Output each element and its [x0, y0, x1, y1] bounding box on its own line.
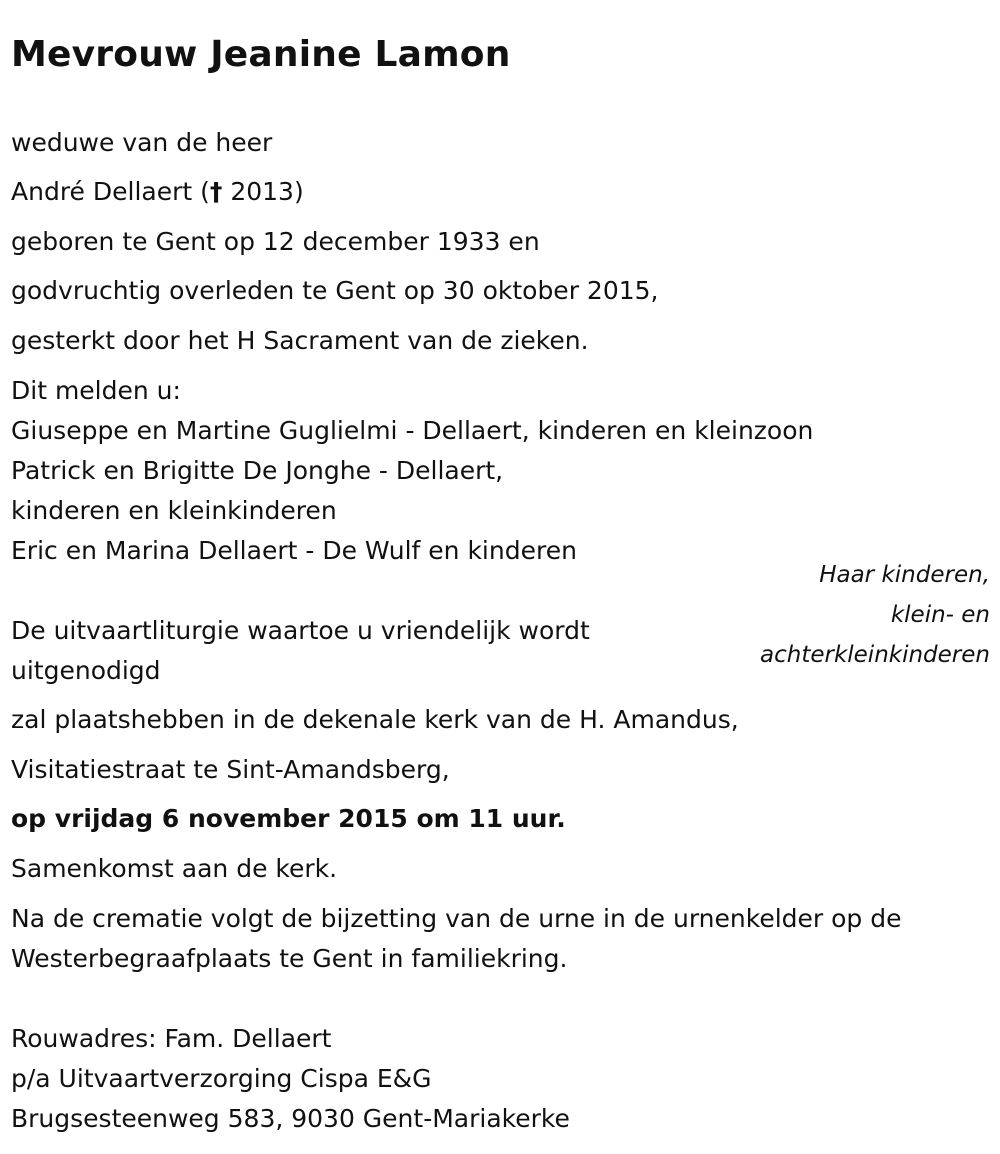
cross-icon: †	[209, 177, 223, 206]
husband-line	[11, 172, 304, 212]
announcer-line: Giuseppe en Martine Guglielmi - Dellaert, kinderen en kleinzoon	[11, 416, 814, 445]
death-line: godvruchtig overleden te Gent op 30 oktober 2015,	[11, 276, 659, 305]
husband-death-year: 2013)	[222, 177, 304, 206]
widow-of-line: weduwe van de heer	[11, 128, 273, 157]
birth-line: geboren te Gent op 12 december 1933 en	[11, 227, 540, 256]
cremation-line: Na de crematie volgt de bijzetting van de urne in de urnenkelder op de	[11, 904, 902, 933]
liturgy-invite-line: uitgenodigd	[11, 656, 161, 685]
announcer-line: kinderen en kleinkinderen	[11, 496, 337, 525]
mourning-address-care-of: p/a Uitvaartverzorging Cispa E&G	[11, 1064, 432, 1093]
husband-name: André Dellaert (	[11, 177, 210, 206]
mourning-address-label: Rouwadres: Fam. Dellaert	[11, 1024, 332, 1053]
gathering-line: Samenkomst aan de kerk.	[11, 854, 338, 883]
announcer-line: Patrick en Brigitte De Jonghe - Dellaert,	[11, 456, 504, 485]
liturgy-datetime-line: op vrijdag 6 november 2015 om 11 uur.	[11, 804, 566, 833]
announcer-line: Eric en Marina Dellaert - De Wulf en kinderen	[11, 536, 577, 565]
family-note-line: achterkleinkinderen	[760, 642, 990, 668]
cremation-line: Westerbegraafplaats te Gent in familiekring.	[11, 944, 568, 973]
family-note-line: Haar kinderen,	[819, 562, 990, 588]
deceased-name-title: Mevrouw Jeanine Lamon	[11, 34, 511, 75]
announcers-heading: Dit melden u:	[11, 376, 181, 405]
family-note-line: klein- en	[890, 602, 990, 628]
sacrament-line: gesterkt door het H Sacrament van de zieken.	[11, 326, 589, 355]
liturgy-invite-line: De uitvaartliturgie waartoe u vriendelijk wordt	[11, 616, 590, 645]
family-note	[760, 555, 990, 675]
mourning-address-street: Brugsesteenweg 583, 9030 Gent-Mariakerke	[11, 1104, 570, 1133]
liturgy-street-line: Visitatiestraat te Sint-Amandsberg,	[11, 755, 450, 784]
liturgy-place-line: zal plaatshebben in de dekenale kerk van de H. Amandus,	[11, 705, 739, 734]
